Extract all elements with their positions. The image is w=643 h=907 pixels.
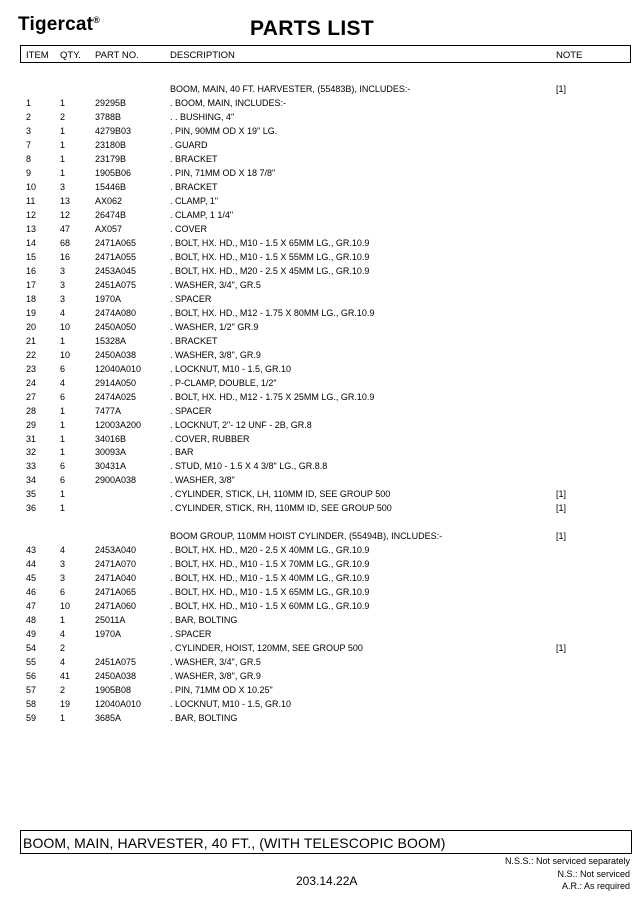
item-number: 54 [26,643,37,654]
part-number: 2471A070 [95,559,137,570]
part-number: 2471A055 [95,251,137,262]
table-row [0,587,643,601]
item-number: 36 [26,503,37,514]
table-row [0,475,643,489]
quantity: 1 [60,167,66,178]
quantity: 16 [60,251,71,262]
item-number: 57 [26,685,37,696]
table-row [0,671,643,685]
quantity: 12 [60,209,71,220]
item-number: 55 [26,657,37,668]
table-row [0,573,643,587]
part-description: . CYLINDER, STICK, LH, 110MM ID, SEE GROUP 500 [170,489,391,500]
quantity: 3 [60,559,66,570]
part-note: [1] [556,643,567,654]
part-description: . BOLT, HX. HD., M10 - 1.5 X 55MM LG., GR.10.9 [170,251,370,262]
part-description: . BRACKET [170,335,218,346]
part-number: 2474A080 [95,307,137,318]
part-number: 2453A045 [95,265,137,276]
table-row [0,154,643,168]
part-description: . BOLT, HX. HD., M10 - 1.5 X 40MM LG., GR.10.9 [170,573,370,584]
legend-nss: N.S.S.: Not serviced separately [504,856,630,866]
item-number: 27 [26,391,37,402]
table-row [0,238,643,252]
table-row [0,434,643,448]
item-number: 56 [26,671,37,682]
item-number: 11 [26,195,36,206]
item-number: 3 [26,125,32,136]
part-number: 1905B08 [95,685,132,696]
part-description: . STUD, M10 - 1.5 X 4 3/8" LG., GR.8.8 [170,461,328,472]
table-row [0,182,643,196]
quantity: 41 [60,671,71,682]
quantity: 68 [60,237,71,248]
part-description: . PIN, 71MM OD X 18 7/8" [170,167,276,178]
quantity: 6 [60,363,66,374]
table-row [0,322,643,336]
brand-logo [18,14,100,36]
part-number: 3685A [95,713,122,724]
item-number: 32 [26,447,37,458]
part-note: [1] [556,489,567,500]
table-row [0,545,643,559]
group-heading-note: [1] [556,84,567,94]
item-number: 19 [26,307,37,318]
quantity: 1 [60,405,66,416]
item-number: 34 [26,475,37,486]
table-row [0,364,643,378]
part-number: 29295B [95,97,127,108]
part-number: 1970A [95,629,122,640]
part-number: 2451A075 [95,657,137,668]
quantity: 10 [60,349,71,360]
part-number: 1970A [95,293,122,304]
item-number: 29 [26,419,37,430]
table-row [0,210,643,224]
group-heading-description: BOOM GROUP, 110MM HOIST CYLINDER, (55494B), INCLUDES:- [170,531,443,542]
part-description: . BOLT, HX. HD., M20 - 2.5 X 45MM LG., GR.10.9 [170,265,370,276]
part-number: AX062 [95,195,123,206]
table-row [0,252,643,266]
part-description: . CYLINDER, HOIST, 120MM, SEE GROUP 500 [170,643,363,654]
quantity: 10 [60,601,71,612]
quantity: 10 [60,321,71,332]
part-number: 2474A025 [95,391,137,402]
table-row [0,699,643,713]
quantity: 4 [60,629,66,640]
part-description: . COVER, RUBBER [170,433,250,444]
part-number: 2450A050 [95,321,137,332]
part-number: 12040A010 [95,363,142,374]
part-description: . WASHER, 3/4", GR.5 [170,657,261,668]
part-description: . SPACER [170,629,212,640]
table-row [0,266,643,280]
group-heading-note: [1] [556,531,567,542]
table-row [0,350,643,364]
registered-mark: ® [93,15,101,25]
item-number: 46 [26,587,37,598]
part-number: 30093A [95,447,127,458]
quantity: 3 [60,265,66,276]
item-number: 18 [26,293,37,304]
part-number: 15328A [95,335,127,346]
part-description: . PIN, 71MM OD X 10.25" [170,685,273,696]
quantity: 2 [60,685,66,696]
item-number: 10 [26,181,37,192]
part-number: 2914A050 [95,377,137,388]
col-header-qty: QTY. [60,50,81,61]
item-number: 33 [26,461,37,472]
item-number: 21 [26,335,37,346]
item-number: 28 [26,405,37,416]
assembly-title: BOOM, MAIN, HARVESTER, 40 FT., (WITH TELESCOPIC BOOM) [23,835,446,851]
quantity: 13 [60,195,71,206]
item-number: 9 [26,167,32,178]
part-number: 3788B [95,111,122,122]
part-note: [1] [556,503,567,514]
item-number: 12 [26,209,37,220]
table-row [0,406,643,420]
item-number: 17 [26,279,37,290]
quantity: 19 [60,699,71,710]
quantity: 1 [60,433,66,444]
item-number: 14 [26,237,37,248]
item-number: 24 [26,377,37,388]
quantity: 3 [60,293,66,304]
item-number: 2 [26,111,32,122]
part-number: 2471A065 [95,237,137,248]
part-description: . WASHER, 3/8" [170,475,235,486]
table-row [0,559,643,573]
part-description: . LOCKNUT, M10 - 1.5, GR.10 [170,363,292,374]
quantity: 1 [60,153,66,164]
part-number: 26474B [95,209,127,220]
part-description: . BOLT, HX. HD., M10 - 1.5 X 65MM LG., GR.10.9 [170,237,370,248]
quantity: 47 [60,223,71,234]
table-row [0,196,643,210]
item-number: 58 [26,699,37,710]
quantity: 1 [60,125,66,136]
table-row [0,657,643,671]
item-number: 22 [26,349,37,360]
item-number: 13 [26,223,37,234]
quantity: 1 [60,97,66,108]
part-description: . BOLT, HX. HD., M10 - 1.5 X 60MM LG., GR.10.9 [170,601,370,612]
part-description: . P-CLAMP, DOUBLE, 1/2" [170,377,277,388]
part-description: . BOOM, MAIN, INCLUDES:- [170,97,287,108]
part-description: . BOLT, HX. HD., M12 - 1.75 X 25MM LG., GR.10.9 [170,391,375,402]
quantity: 4 [60,657,66,668]
item-number: 43 [26,545,37,556]
table-row [0,489,643,503]
part-number: 2450A038 [95,671,137,682]
table-row [0,378,643,392]
part-description: . BOLT, HX. HD., M12 - 1.75 X 80MM LG., GR.10.9 [170,307,375,318]
part-number: 12003A200 [95,419,142,430]
part-description: . . BUSHING, 4" [170,111,235,122]
item-number: 35 [26,489,37,500]
col-header-part-no: PART NO. [95,50,139,61]
table-row [0,601,643,615]
part-description: . BOLT, HX. HD., M10 - 1.5 X 65MM LG., GR.10.9 [170,587,370,598]
quantity: 1 [60,489,66,500]
table-row [0,629,643,643]
part-description: . BAR, BOLTING [170,713,238,724]
item-number: 59 [26,713,37,724]
part-description: . WASHER, 3/4", GR.5 [170,279,261,290]
group-heading [0,531,643,545]
part-number: 25011A [95,615,126,626]
part-description: . PIN, 90MM OD X 19" LG. [170,125,278,136]
table-row [0,461,643,475]
quantity: 1 [60,447,66,458]
group-heading [0,84,643,98]
item-number: 16 [26,265,37,276]
page-title: PARTS LIST [250,17,374,40]
quantity: 1 [60,139,66,150]
quantity: 1 [60,615,66,626]
table-row [0,420,643,434]
item-number: 48 [26,615,37,626]
part-number: 4279B03 [95,125,132,136]
quantity: 1 [60,713,66,724]
legend-ns: N.S.: Not serviced [557,869,630,879]
table-row [0,168,643,182]
quantity: 1 [60,419,66,430]
quantity: 1 [60,335,66,346]
quantity: 3 [60,279,66,290]
table-row [0,503,643,517]
item-number: 15 [26,251,37,262]
item-number: 44 [26,559,37,570]
table-row [0,643,643,657]
quantity: 3 [60,181,66,192]
part-number: 30431A [95,461,127,472]
part-number: 2900A038 [95,475,137,486]
part-description: . WASHER, 3/8", GR.9 [170,349,261,360]
item-number: 8 [26,153,32,164]
quantity: 4 [60,545,66,556]
quantity: 2 [60,643,66,654]
part-number: 2451A075 [95,279,137,290]
part-number: 7477A [95,405,122,416]
quantity: 6 [60,461,66,472]
part-number: 12040A010 [95,699,142,710]
part-number: AX057 [95,223,123,234]
table-row [0,336,643,350]
part-description: . LOCKNUT, M10 - 1.5, GR.10 [170,699,292,710]
quantity: 6 [60,475,66,486]
part-description: . BOLT, HX. HD., M10 - 1.5 X 70MM LG., GR.10.9 [170,559,370,570]
table-row [0,308,643,322]
item-number: 1 [26,97,32,108]
table-row [0,126,643,140]
quantity: 1 [60,503,66,514]
part-description: . SPACER [170,293,212,304]
table-row [0,140,643,154]
part-description: . WASHER, 1/2" GR.9 [170,321,259,332]
part-description: . WASHER, 3/8", GR.9 [170,671,261,682]
item-number: 45 [26,573,37,584]
table-row [0,280,643,294]
item-number: 49 [26,629,37,640]
part-number: 34016B [95,433,127,444]
table-row [0,112,643,126]
part-description: . COVER [170,223,208,234]
part-description: . CLAMP, 1 1/4" [170,209,234,220]
table-row [0,685,643,699]
part-number: 15446B [95,181,127,192]
table-row [0,224,643,238]
group-heading-description: BOOM, MAIN, 40 FT. HARVESTER, (55483B), INCLUDES:- [170,84,411,94]
part-number: 23179B [95,153,127,164]
item-number: 47 [26,601,37,612]
quantity: 4 [60,307,66,318]
col-header-description: DESCRIPTION [170,50,235,61]
col-header-note: NOTE [556,50,583,61]
brand-name: Tigercat [18,14,94,35]
part-description: . LOCKNUT, 2"- 12 UNF - 2B, GR.8 [170,419,312,430]
part-description: . BRACKET [170,153,218,164]
part-number: 2471A060 [95,601,137,612]
table-row [0,615,643,629]
table-row [0,713,643,727]
part-number: 23180B [95,139,127,150]
col-header-item: ITEM [26,50,49,61]
quantity: 4 [60,377,66,388]
part-description: . BOLT, HX. HD., M20 - 2.5 X 40MM LG., GR.10.9 [170,545,370,556]
quantity: 6 [60,391,66,402]
quantity: 3 [60,573,66,584]
table-row [0,294,643,308]
item-number: 7 [26,139,32,150]
part-description: . SPACER [170,405,212,416]
table-row [0,98,643,112]
item-number: 23 [26,363,37,374]
document-number: 203.14.22A [296,874,358,888]
item-number: 20 [26,321,37,332]
part-number: 2450A038 [95,349,137,360]
item-number: 31 [26,433,37,444]
table-row [0,392,643,406]
part-number: 1905B06 [95,167,132,178]
quantity: 6 [60,587,66,598]
part-description: . CYLINDER, STICK, RH, 110MM ID, SEE GROUP 500 [170,503,392,514]
part-number: 2471A040 [95,573,137,584]
part-description: . GUARD [170,139,208,150]
table-row [0,447,643,461]
legend-ar: A.R.: As required [561,881,630,891]
part-description: . BAR, BOLTING [170,615,238,626]
quantity: 2 [60,111,66,122]
part-number: 2471A065 [95,587,137,598]
part-description: . CLAMP, 1" [170,195,219,206]
part-description: . BRACKET [170,181,218,192]
part-description: . BAR [170,447,194,458]
part-number: 2453A040 [95,545,137,556]
